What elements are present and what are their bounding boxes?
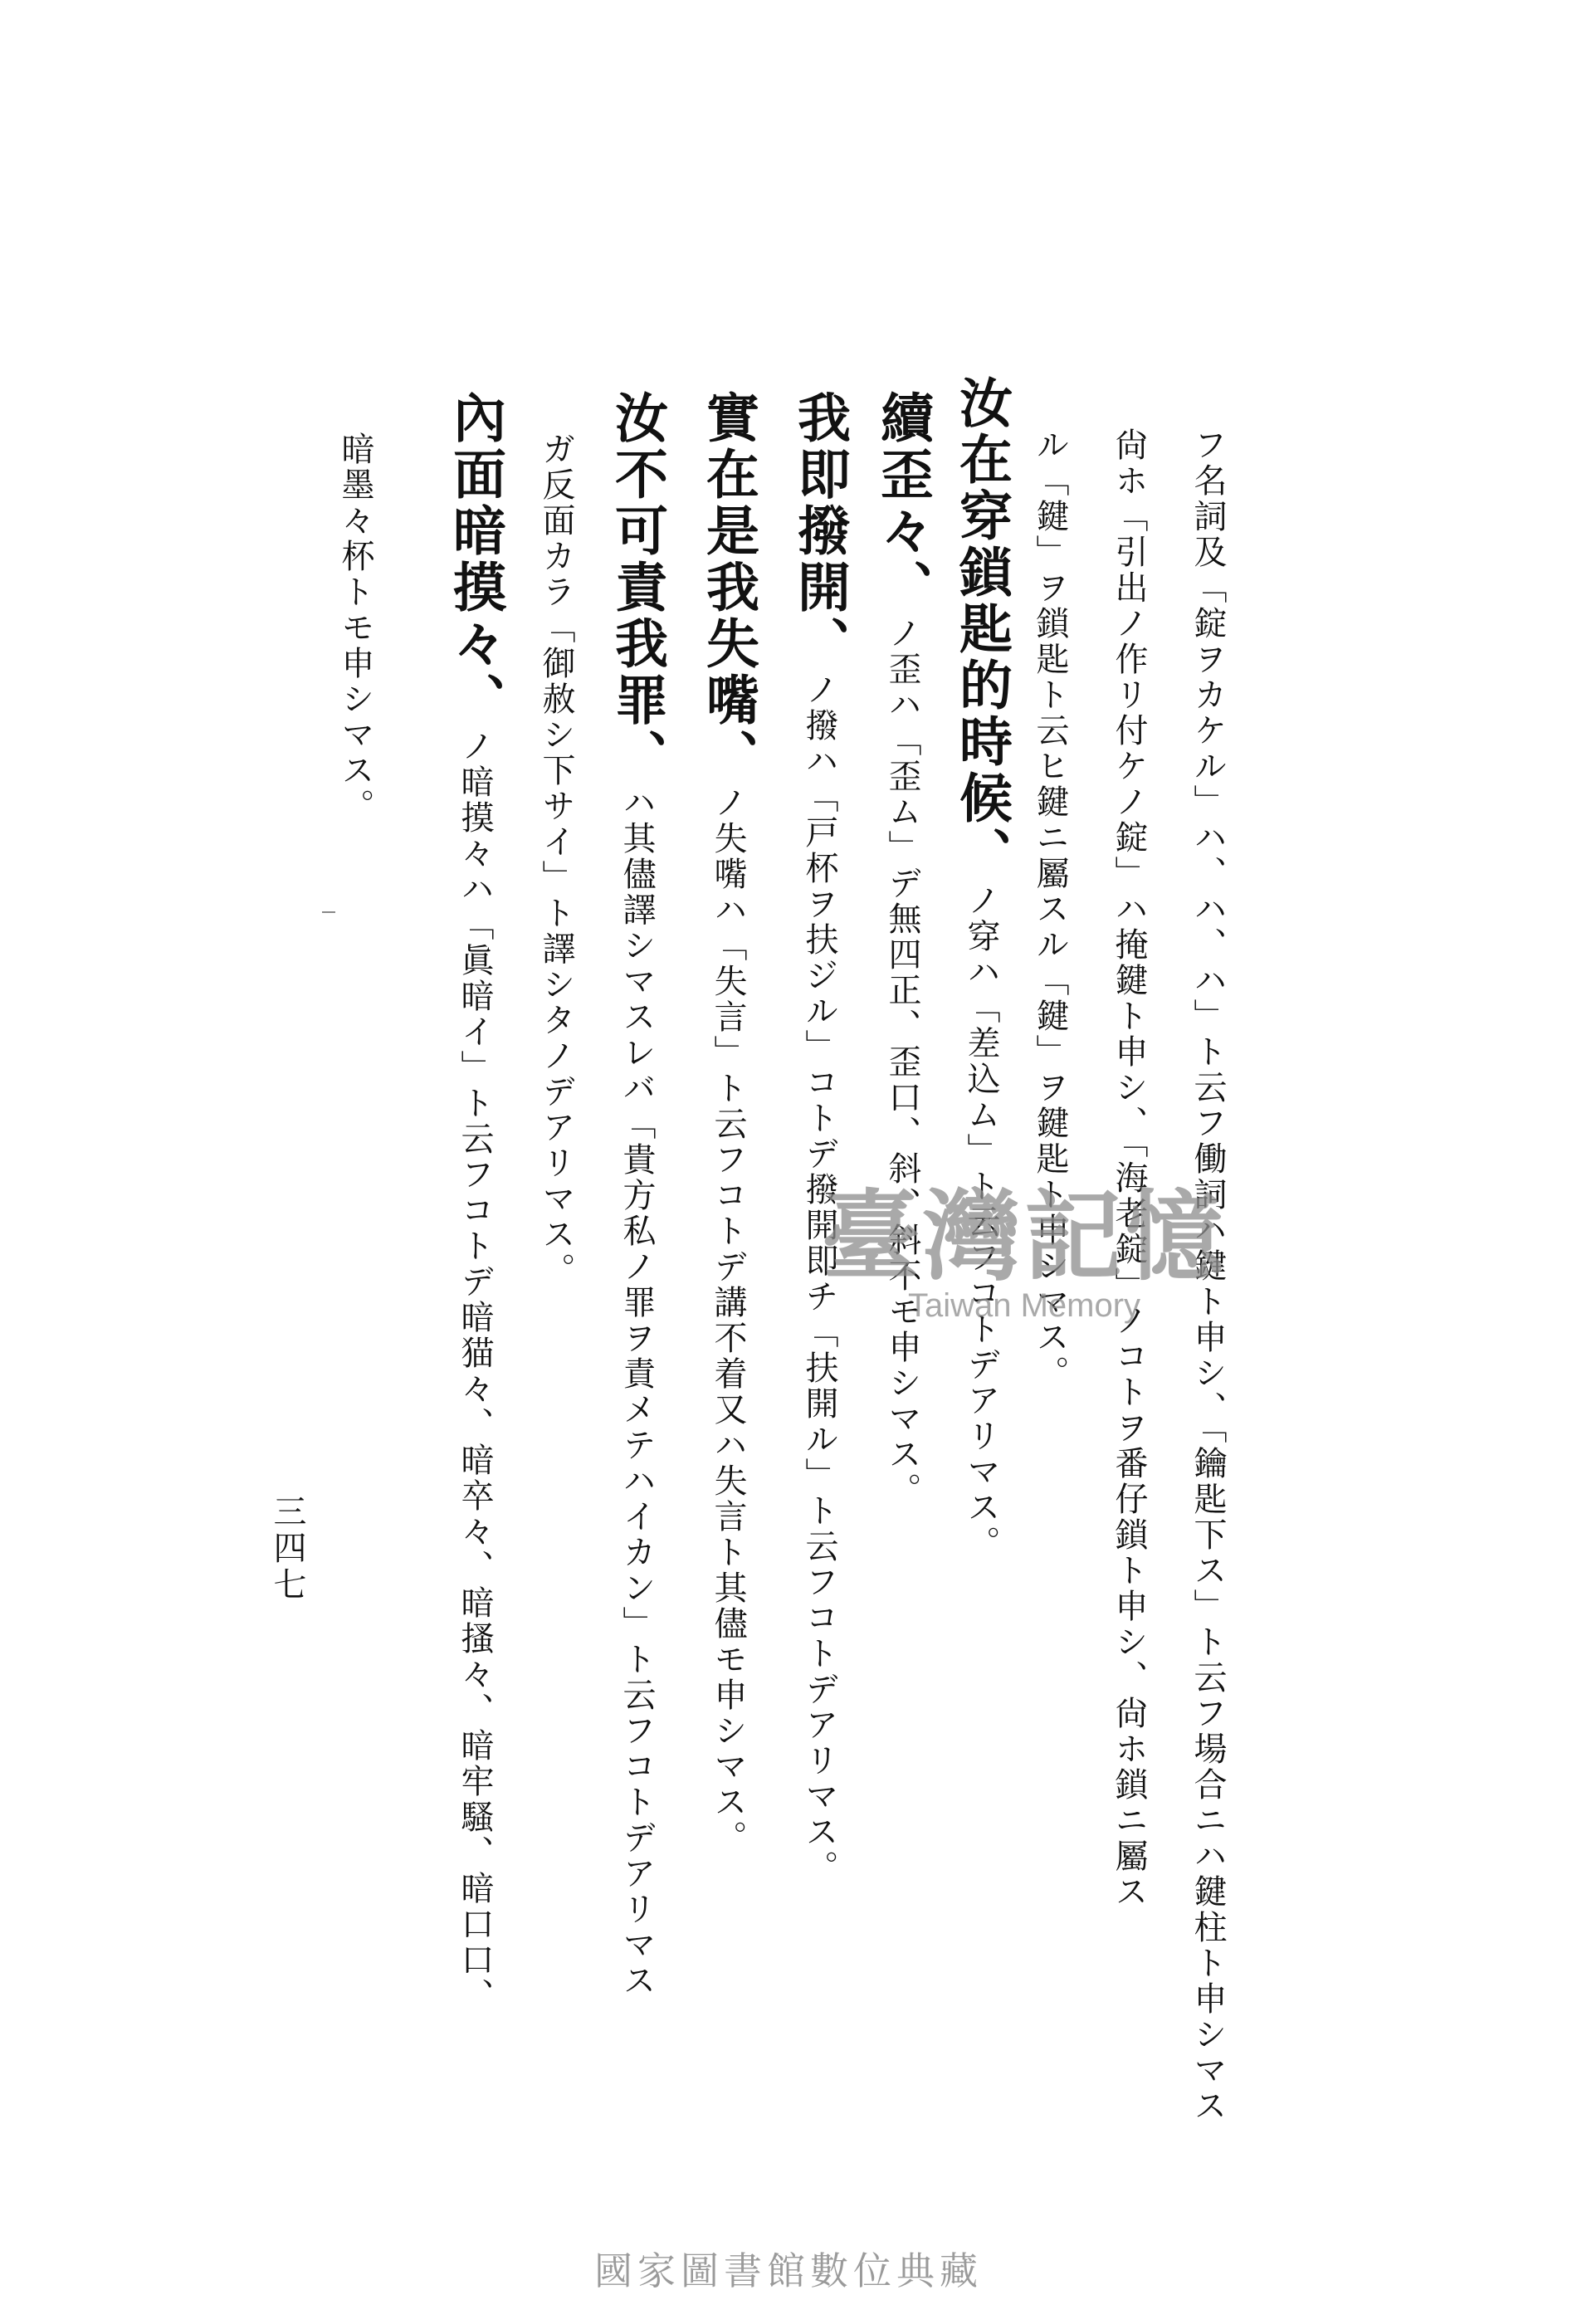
text-line-2: 尙ホ「引出ノ作リ付ケノ錠」ハ掩鍵ト申シ、「海老錠」ノコトヲ番仔鎖ト申シ、尙ホ鎖ニ屬ス (1110, 427, 1148, 1910)
text-line-6 (788, 390, 851, 1886)
phrase-heading: 我即撥開、 (788, 390, 851, 672)
phrase-heading: 內面暗摸々、 (444, 390, 506, 729)
text-line-1: フ名詞及「錠ヲカケル」ハ、ハ、ハ」ト云フ働詞ハ鍵ト申シ、「鑰匙下ス」ト云フ場合ニハ鍵柱ト申シマス (1189, 427, 1227, 2124)
phrase-heading: 汝在穿鎖匙的時候、 (950, 375, 1013, 883)
text-line-9: ガ反面カラ「御赦シ下サイ」ト譯シタノデアリマス。 (537, 432, 575, 1288)
print-mark (322, 911, 335, 913)
phrase-heading: 汝不可責我罪、 (606, 390, 668, 785)
phrase-explanation: ノ歪ハ「歪ム」デ無四正、歪口、斜、斜不モ申シマス。 (883, 616, 921, 1508)
text-line-5 (872, 390, 934, 1508)
text-line-10 (444, 390, 506, 2014)
phrase-explanation: ノ失嘴ハ「失言」ト云フコトデ講不着又ハ失言ト其儘モ申シマス。 (709, 785, 747, 1856)
watermark-logo (822, 1158, 1227, 1325)
phrase-explanation: ハ其儘譯シマスレバ「貴方私ノ罪ヲ責メテハイカン」ト云フコトデアリマス (618, 785, 656, 1999)
text-line-4 (950, 375, 1013, 1561)
footer-credit: 國家圖書館數位典藏 (594, 2248, 983, 2293)
phrase-heading: 實在是我失嘴、 (697, 390, 759, 785)
page-number: 三四七 (268, 1494, 306, 1604)
text-line-8 (606, 390, 668, 1999)
phrase-explanation: ノ撥ハ「戸杯ヲ扶ジル」コトデ撥開即チ「扶開ル」ト云フコトデアリマス。 (800, 672, 838, 1886)
phrase-explanation: ノ穿ハ「差込ム」ト云フコトデアリマス。 (962, 883, 1000, 1561)
text-line-3: ル「鍵」ヲ鎖匙ト云ヒ鍵ニ屬スル「鍵」ヲ鍵匙ト申シマス。 (1031, 427, 1069, 1391)
phrase-explanation: ノ暗摸々ハ「眞暗イ」ト云フコトデ暗猫々、暗卒々、暗搔々、暗牢騷、暗口口、 (456, 729, 494, 2014)
watermark-chinese: 臺灣記憶 (822, 1179, 1228, 1294)
text-line-11: 暗墨々杯トモ申シマス。 (336, 432, 374, 824)
phrase-heading: 續歪々、 (872, 390, 934, 616)
watermark-english: Taiwan Memory (907, 1287, 1141, 1324)
text-line-7 (697, 390, 759, 1856)
